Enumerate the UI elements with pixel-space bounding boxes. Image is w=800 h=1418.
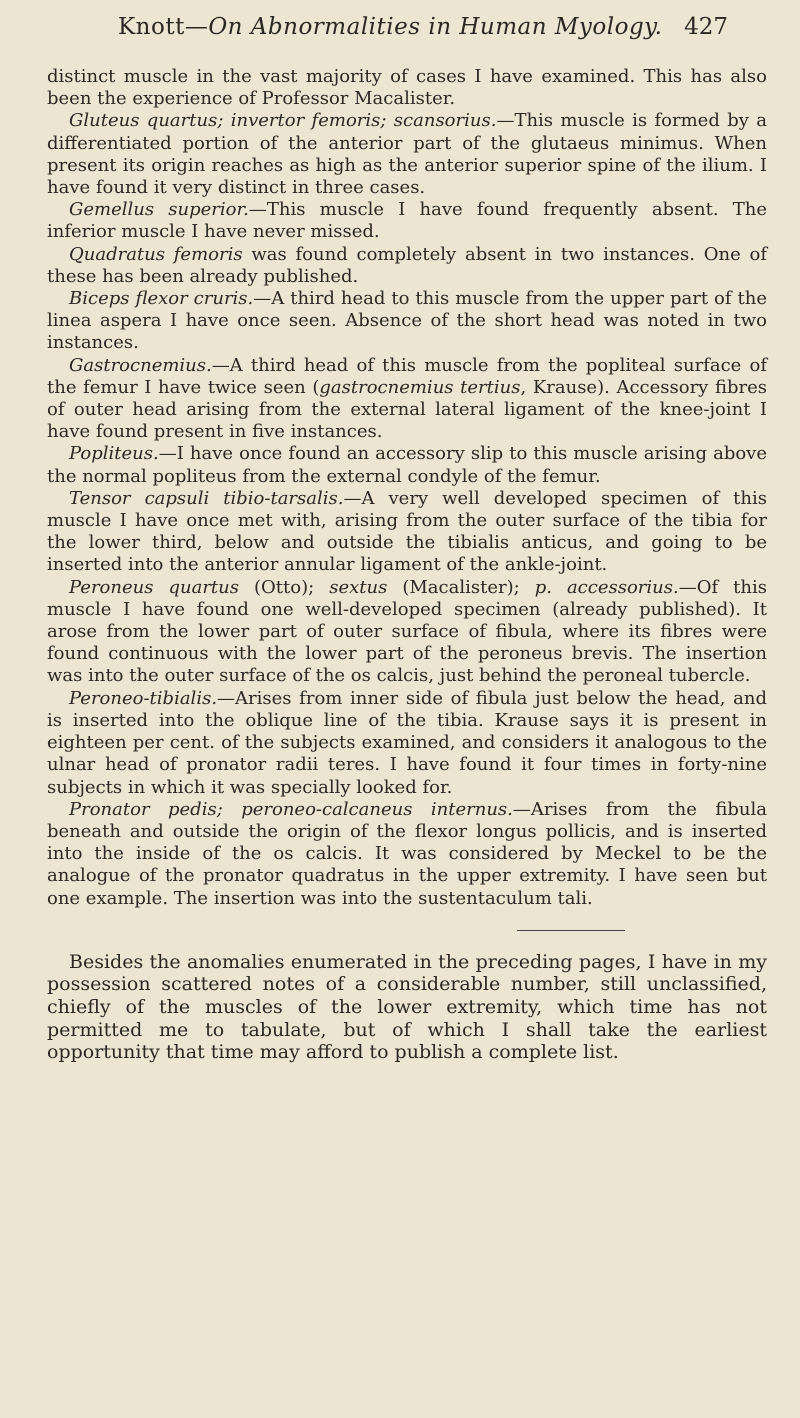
muscle-term: Quadratus femoris xyxy=(69,243,243,265)
closing-paragraph: Besides the anomalies enumerated in the preceding pages, I have in my possession scattered notes of a considerable number, still unclassified, chiefly of the muscles of the lower extremity, which time has not permitted me to tabulate, but of which I shall take the earliest opportunity that time may afford to publish a complete list. xyxy=(47,950,767,1064)
paragraph-popliteus: Popliteus.—I have once found an accessory slip to this muscle arising above the normal popliteus from the external condyle of the femur. xyxy=(47,443,767,487)
muscle-term: Biceps flexor cruris. xyxy=(69,288,254,310)
paragraph-gluteus-quartus: Gluteus quartus; invertor femoris; scansorius.—This muscle is formed by a differentiated portion of the anterior part of the glutaeus minimus. When present its origin reaches as high as the anterior superior spine of the ilium. I have found it very distinct in three cases. xyxy=(47,110,767,199)
paragraph-continuation: distinct muscle in the vast majority of cases I have examined. This has also been the experience of Professor Macalister. xyxy=(47,66,767,110)
muscle-term: Peroneo-tibialis. xyxy=(69,687,218,709)
muscle-term: Peroneus quartus xyxy=(69,576,240,598)
running-header xyxy=(118,14,728,48)
page-body xyxy=(47,66,767,1064)
header-author: Knott—On Abnormalities in Human Myology. xyxy=(118,14,663,40)
paragraph-pronator-pedis: Pronator pedis; peroneo-calcaneus internus.—Arises from the fibula beneath and outside the origin of the flexor longus pollicis, and is inserted into the inside of the os calcis. It was considered by Meckel to be the analogue of the pronator quadratus in the upper extremity. I have seen but one example. The insertion was into the sustentaculum tali. xyxy=(47,798,767,909)
paragraph-quadratus-femoris: Quadratus femoris was found completely absent in two instances. One of these has been already published. xyxy=(47,243,767,287)
paragraph-peroneo-tibialis: Peroneo-tibialis.—Arises from inner side of fibula just below the head, and is inserted into the oblique line of the tibia. Krause says it is present in eighteen per cent. of the subjects examined, and considers it analogous to the ulnar head of pronator radii teres. I have found it four times in forty-nine subjects in which it was specially looked for. xyxy=(47,687,767,798)
paragraph-gastrocnemius: Gastrocnemius.—A third head of this muscle from the popliteal surface of the femur I have twice seen (gastrocnemius tertius, Krause). Accessory fibres of outer head arising from the external lateral ligament of the knee-joint I have found present in five instances. xyxy=(47,354,768,443)
page-number: 427 xyxy=(684,14,728,40)
header-title: On Abnormalities in Human Myology. xyxy=(208,14,663,40)
muscle-term: Gastrocnemius. xyxy=(69,354,212,376)
muscle-term: Pronator pedis; peroneo-calcaneus internus. xyxy=(69,798,513,820)
paragraph-tensor-capsuli: Tensor capsuli tibio-tarsalis.—A very well developed specimen of this muscle I have once met with, arising from the outer surface of the tibia for the lower third, below and outside the tibialis anticus, and going to be inserted into the anterior annular ligament of the ankle-joint. xyxy=(47,487,768,576)
section-divider xyxy=(517,930,625,931)
muscle-term: Popliteus. xyxy=(69,443,159,465)
paragraph-gemellus-superior: Gemellus superior.—This muscle I have found frequently absent. The inferior muscle I have never missed. xyxy=(47,199,767,243)
muscle-term: Gemellus superior. xyxy=(69,199,249,221)
muscle-term: Tensor capsuli tibio-tarsalis. xyxy=(69,487,344,509)
paragraph-peroneus-quartus: Peroneus quartus (Otto); sextus (Macalister); p. accessorius.—Of this muscle I have found one well-developed specimen (already published). It arose from the lower part of outer surface of fibula, where its fibres were found continuous with the lower part of the peroneus brevis. The insertion was into the outer surface of the os calcis, just behind the peroneal tubercle. xyxy=(47,576,767,687)
paragraph-biceps: Biceps flexor cruris.—A third head to this muscle from the upper part of the linea aspera I have once seen. Absence of the short head was noted in two instances. xyxy=(47,288,767,354)
muscle-term: Gluteus quartus; invertor femoris; scansorius. xyxy=(69,110,497,132)
